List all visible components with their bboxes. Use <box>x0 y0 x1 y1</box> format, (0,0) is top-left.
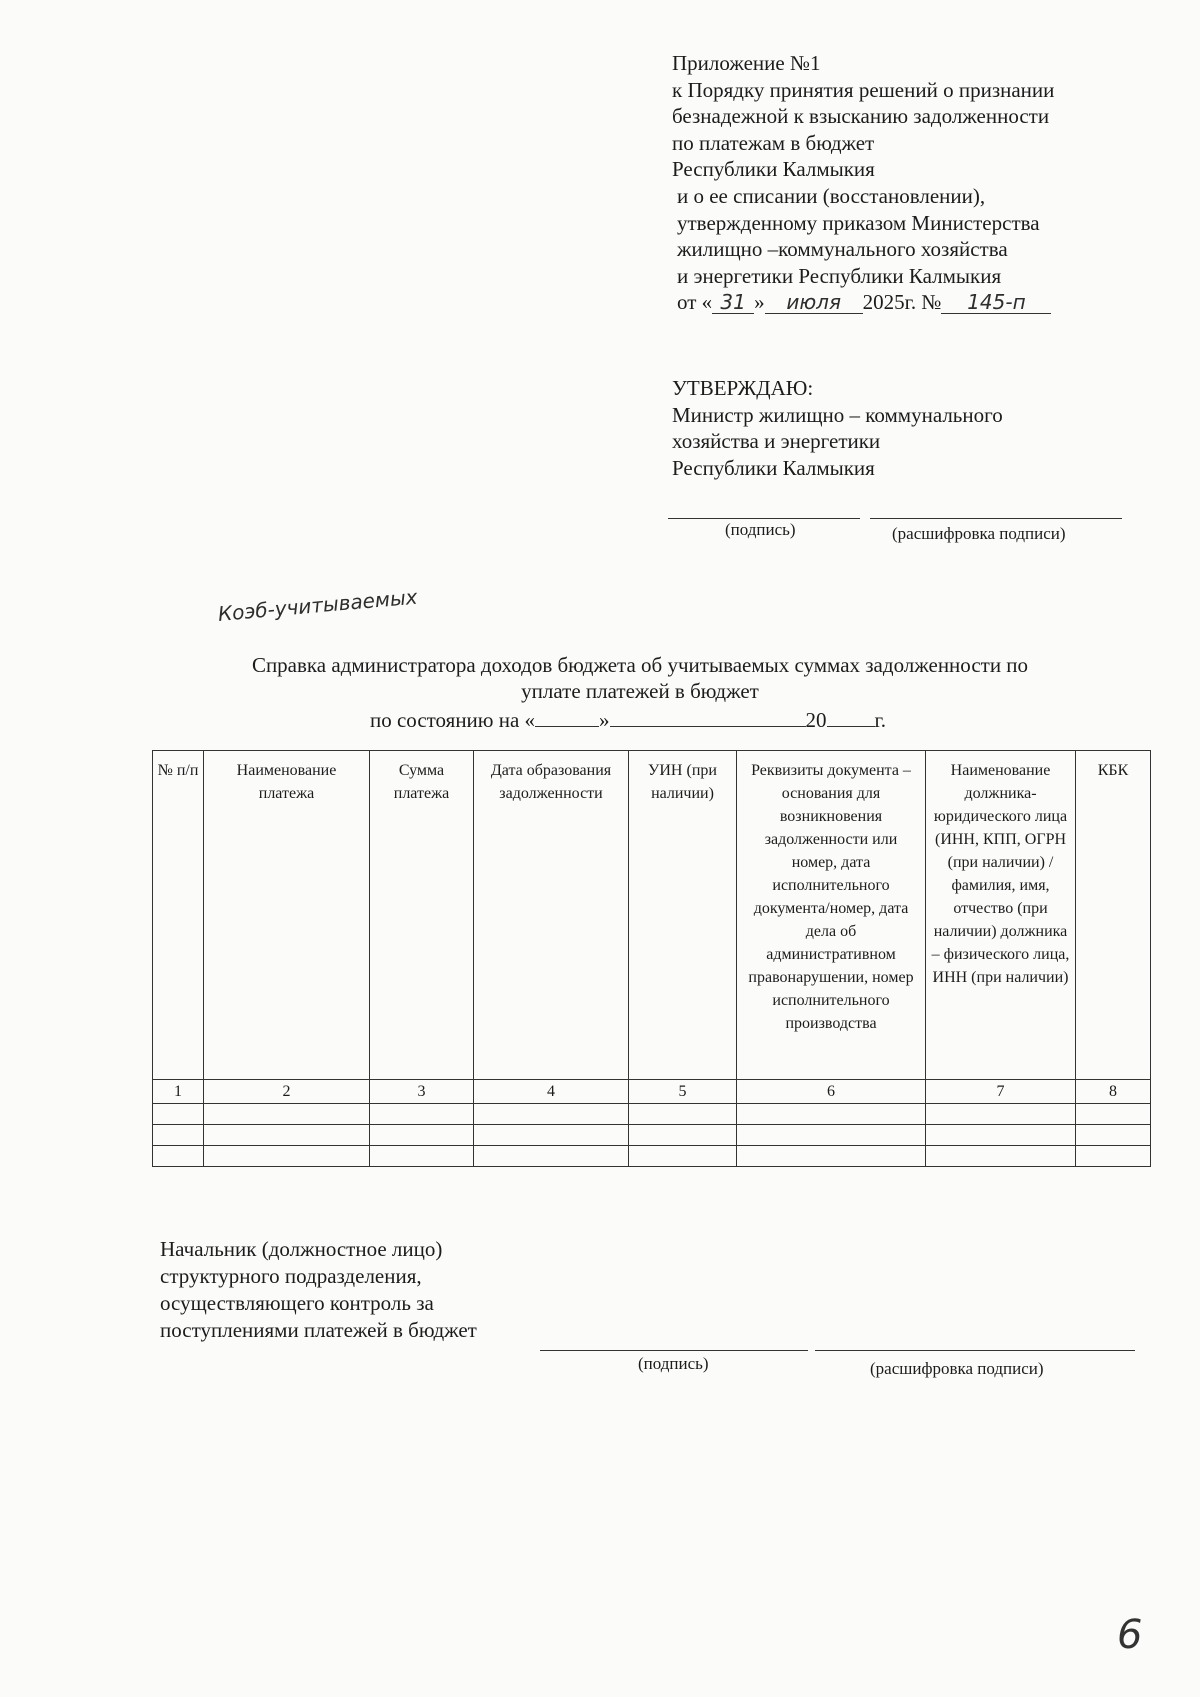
approval-block <box>672 375 1003 481</box>
table-header-cell: Наименование должника-юридического лица (ИНН, КПП, ОГРН (при наличии) / фамилия, имя, отчество (при наличии) должника – физического лица, ИНН (при наличии) <box>926 751 1076 1080</box>
document-title <box>150 652 1130 704</box>
approval-signature-caption: (подпись) <box>725 520 796 539</box>
footer-line: Начальник (должностное лицо) <box>160 1237 443 1261</box>
table-cell <box>737 1125 926 1146</box>
table-cell <box>153 1104 204 1125</box>
table-cell <box>926 1146 1076 1167</box>
appendix-line: жилищно –коммунального хозяйства <box>677 237 1008 262</box>
table-number-row <box>153 1080 1151 1104</box>
approval-line: Республики Калмыкия <box>672 455 875 480</box>
approval-decoding-line <box>870 518 1122 519</box>
approval-line: хозяйства и энергетики <box>672 429 881 454</box>
table-row <box>153 1104 1151 1125</box>
table-header-cell: Дата образования задолженности <box>474 751 629 1080</box>
footer-signature-line <box>540 1350 808 1351</box>
table-cell <box>153 1125 204 1146</box>
table-cell <box>204 1146 370 1167</box>
table-number-cell: 5 <box>629 1080 737 1104</box>
table-cell <box>737 1146 926 1167</box>
table-row <box>153 1146 1151 1167</box>
table-cell <box>629 1125 737 1146</box>
table-cell <box>204 1125 370 1146</box>
order-date-prefix: от « <box>677 290 713 315</box>
table-cell <box>153 1146 204 1167</box>
appendix-line: утвержденному приказом Министерства <box>677 210 1040 235</box>
approval-line: Министр жилищно – коммунального <box>672 402 1003 427</box>
appendix-block <box>672 50 1054 316</box>
appendix-line: по платежам в бюджет <box>672 130 875 155</box>
footer-decoding-caption: (расшифровка подписи) <box>870 1359 1044 1378</box>
report-date-prefix: по состоянию на « <box>370 708 536 732</box>
table-cell <box>474 1125 629 1146</box>
footer-line: структурного подразделения, <box>160 1264 422 1288</box>
table-header-cell: Сумма платежа <box>370 751 474 1080</box>
report-date-day-blank <box>535 708 599 727</box>
table-number-cell: 1 <box>153 1080 204 1104</box>
table-cell <box>204 1104 370 1125</box>
page-number: 6 <box>1117 1612 1143 1658</box>
table-cell <box>370 1104 474 1125</box>
order-date-year: 2025г. № <box>862 290 942 315</box>
footer-decoding-line <box>815 1350 1135 1351</box>
table-header-cell: № п/п <box>153 751 204 1080</box>
appendix-line: к Порядку принятия решений о признании <box>672 77 1055 102</box>
appendix-line: Республики Калмыкия <box>672 157 875 182</box>
debt-table <box>152 750 1151 1167</box>
order-date-line <box>672 289 1054 316</box>
order-date-day: 31 <box>712 291 754 314</box>
report-date-year: 20 <box>805 708 827 732</box>
report-date-mid: » <box>599 708 610 732</box>
approval-signature-line <box>668 518 860 519</box>
order-number: 145-п <box>941 291 1051 314</box>
order-date-month: июля <box>765 291 863 314</box>
table-cell <box>629 1104 737 1125</box>
table-cell <box>737 1104 926 1125</box>
table-cell <box>370 1125 474 1146</box>
table-number-cell: 6 <box>737 1080 926 1104</box>
footer-block <box>160 1236 477 1344</box>
appendix-line: и энергетики Республики Калмыкия <box>677 263 1002 288</box>
table-header-row <box>153 751 1151 1080</box>
table-number-cell: 4 <box>474 1080 629 1104</box>
footer-line: поступлениями платежей в бюджет <box>160 1318 477 1342</box>
appendix-line: и о ее списании (восстановлении), <box>677 183 986 208</box>
table-cell <box>926 1104 1076 1125</box>
appendix-line: безнадежной к взысканию задолженности <box>672 104 1050 129</box>
table-cell <box>926 1125 1076 1146</box>
table-row <box>153 1125 1151 1146</box>
table-cell <box>1076 1125 1151 1146</box>
report-date-suffix: г. <box>874 708 887 732</box>
order-date-mid: » <box>754 290 765 315</box>
table-number-cell: 3 <box>370 1080 474 1104</box>
approval-heading: УТВЕРЖДАЮ: <box>672 376 814 400</box>
table-header-cell: УИН (при наличии) <box>629 751 737 1080</box>
table-cell <box>629 1146 737 1167</box>
table-cell <box>474 1104 629 1125</box>
table-number-cell: 7 <box>926 1080 1076 1104</box>
table-header-cell: Реквизиты документа – основания для возникновения задолженности или номер, дата исполнительного документа/номер, дата дела об административном правонарушении, номер исполнительного производства <box>737 751 926 1080</box>
table-number-cell: 2 <box>204 1080 370 1104</box>
table-number-cell: 8 <box>1076 1080 1151 1104</box>
handwritten-annotation: Коэб-учитываемых <box>216 584 419 626</box>
report-date-line <box>370 708 886 733</box>
footer-signature-caption: (подпись) <box>638 1354 709 1373</box>
appendix-line: Приложение №1 <box>672 51 821 75</box>
report-date-month-blank <box>610 708 806 727</box>
table-cell <box>370 1146 474 1167</box>
report-date-year-blank <box>827 708 875 727</box>
table-cell <box>1076 1146 1151 1167</box>
table-cell <box>474 1146 629 1167</box>
table-header-cell: Наименование платежа <box>204 751 370 1080</box>
title-line: Справка администратора доходов бюджета об учитываемых суммах задолженности по <box>251 653 1029 677</box>
footer-line: осуществляющего контроль за <box>160 1291 434 1315</box>
approval-decoding-caption: (расшифровка подписи) <box>892 524 1066 543</box>
title-line: уплате платежей в бюджет <box>521 679 759 703</box>
table-cell <box>1076 1104 1151 1125</box>
table-header-cell: КБК <box>1076 751 1151 1080</box>
